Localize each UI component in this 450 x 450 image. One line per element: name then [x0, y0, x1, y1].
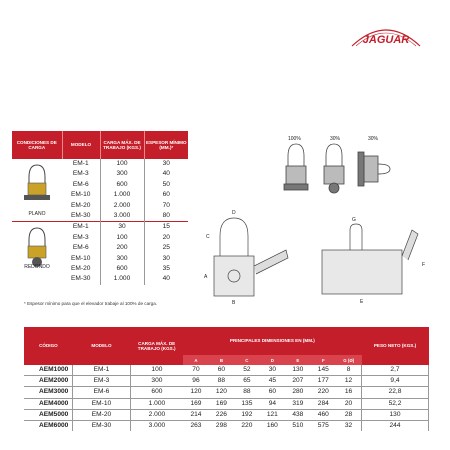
model-cell: EM-30 — [71, 212, 91, 220]
dimension-cell: 45 — [260, 376, 285, 387]
model-cell: EM-30 — [73, 421, 130, 432]
code-cell: AEM1000 — [39, 366, 69, 373]
weight-cell: 9,4 — [362, 376, 429, 387]
dimension-cell: 120 — [183, 387, 208, 398]
dimension-cell: 220 — [234, 421, 259, 432]
dimension-cell: 70 — [192, 366, 200, 373]
scenario-100-percent — [284, 144, 308, 190]
weight-cell: 130 — [362, 409, 429, 420]
load-cell: 300 — [100, 254, 144, 264]
dimension-cell: 280 — [285, 387, 310, 398]
models-dimensions-table — [24, 327, 429, 431]
thickness-cell: 60 — [162, 191, 170, 199]
code-cell: AEM3000 — [24, 387, 73, 398]
thickness-cell: 25 — [162, 244, 170, 252]
thickness-cell: 50 — [162, 180, 170, 188]
table-row — [24, 421, 429, 432]
model-cell: EM-10 — [71, 254, 91, 262]
model-cell: EM-3 — [72, 233, 89, 241]
load-cell: 1.000 — [100, 190, 144, 200]
header-dimensiones: PRINCIPALES DIMENSIONES EN (MM.) — [183, 327, 361, 355]
pct-label-1: 100% — [288, 136, 301, 142]
load-cell: 200 — [100, 243, 144, 253]
dimension-cell: 96 — [183, 376, 208, 387]
table-row — [24, 387, 429, 398]
load-condition-label: PLANO — [28, 211, 46, 217]
header-carga: CARGA MÁX. DE TRABAJO (KGS.) — [100, 131, 144, 159]
table-row — [12, 222, 188, 233]
dimension-cell: 120 — [209, 387, 234, 398]
load-cell: 600 — [100, 264, 144, 274]
front-view — [214, 218, 288, 296]
thickness-cell: 20 — [162, 233, 170, 241]
load-cell: 100 — [100, 159, 144, 169]
table-row — [12, 159, 188, 169]
dim-header-2: C — [234, 355, 259, 365]
dim-header-1: B — [209, 355, 234, 365]
header-peso: PESO NETO (KGS.) — [362, 327, 429, 365]
dim-label-a: A — [204, 274, 208, 280]
dimension-cell: 207 — [285, 376, 310, 387]
flat-load-icon — [12, 159, 62, 207]
load-condition-cell — [12, 159, 62, 222]
load-conditions-table — [12, 131, 188, 285]
dimension-cell: 30 — [268, 366, 277, 373]
dimension-cell: 177 — [311, 376, 336, 387]
load-cell: 600 — [100, 180, 144, 190]
dimension-cell: 16 — [336, 387, 362, 398]
dimension-cell: 32 — [336, 421, 362, 432]
thickness-cell: 70 — [162, 201, 170, 209]
load-cell: 1.000 — [100, 274, 144, 284]
header-condiciones: CONDICIONES DE CARGA — [12, 131, 62, 159]
header-codigo: CÓDIGO — [24, 327, 73, 365]
dimension-cell: 169 — [183, 398, 208, 409]
dim-label-c: C — [206, 234, 210, 240]
load-condition-cell — [12, 222, 62, 285]
model-cell: EM-1 — [62, 222, 100, 233]
code-cell: AEM6000 — [24, 421, 73, 432]
dim-label-g: G — [352, 217, 356, 223]
header-modelo: MODELO — [62, 131, 100, 159]
load-cell: 2.000 — [100, 201, 144, 211]
dimension-cell: 319 — [285, 398, 310, 409]
weight-cell: 22,8 — [362, 387, 429, 398]
scenario-30-percent-round — [324, 144, 344, 193]
thickness-cell: 15 — [144, 222, 188, 233]
header-carga: CARGA MÁX. DE TRABAJO (KGS.) — [130, 327, 183, 365]
code-cell: AEM5000 — [24, 409, 73, 420]
dimension-cell: 214 — [183, 409, 208, 420]
dim-header-0: A — [183, 355, 208, 365]
footnote: * Espesor mínimo para que el elevador trabaje al 100% de carga. — [24, 301, 158, 306]
model-cell: EM-30 — [71, 275, 91, 283]
dimension-cell: 88 — [234, 387, 259, 398]
thickness-cell: 40 — [162, 170, 170, 178]
header-modelo: MODELO — [73, 327, 130, 365]
code-cell: AEM2000 — [24, 376, 73, 387]
dimension-cell: 510 — [285, 421, 310, 432]
thickness-cell: 40 — [162, 275, 170, 283]
model-cell: EM-3 — [73, 376, 130, 387]
table-row — [24, 398, 429, 409]
model-cell: EM-1 — [73, 365, 130, 376]
dim-label-b: B — [232, 300, 236, 306]
dimension-cell: 60 — [260, 387, 285, 398]
model-cell: EM-20 — [71, 201, 91, 209]
dimension-cell: 65 — [234, 376, 259, 387]
model-cell: EM-10 — [73, 398, 130, 409]
dim-label-e: E — [360, 299, 364, 305]
lifter-dimension-diagrams — [200, 126, 430, 306]
dim-header-4: E — [285, 355, 310, 365]
model-cell: EM-6 — [72, 244, 89, 252]
thickness-cell: 30 — [162, 254, 170, 262]
load-cell: 30 — [100, 222, 144, 233]
pct-label-2: 30% — [330, 136, 341, 142]
dimension-cell: 20 — [336, 398, 362, 409]
dimension-cell: 192 — [234, 409, 259, 420]
dimension-cell: 263 — [183, 421, 208, 432]
dim-label-d: D — [232, 210, 236, 216]
load-cell: 600 — [130, 387, 183, 398]
load-cell: 1.000 — [130, 398, 183, 409]
dimension-cell: 135 — [234, 398, 259, 409]
weight-cell: 2,7 — [362, 365, 429, 376]
logo-text: JAGUAR — [362, 34, 410, 46]
dimension-cell: 52 — [243, 366, 251, 373]
dim-header-3: D — [260, 355, 285, 365]
model-cell: EM-20 — [73, 409, 130, 420]
dimension-cell: 226 — [209, 409, 234, 420]
model-cell: EM-1 — [72, 160, 89, 167]
table-row — [24, 376, 429, 387]
thickness-cell: 80 — [162, 212, 170, 220]
load-cell: 100 — [151, 366, 163, 373]
dimension-cell: 60 — [217, 366, 226, 373]
load-condition-label: REDONDO — [24, 264, 50, 271]
dimension-cell: 28 — [336, 409, 362, 420]
model-cell: EM-6 — [72, 180, 89, 188]
weight-cell: 52,2 — [362, 398, 429, 409]
dimension-cell: 145 — [317, 366, 329, 373]
model-cell: EM-6 — [73, 387, 130, 398]
load-cell: 300 — [100, 169, 144, 179]
jaguar-logo — [346, 16, 426, 56]
scenario-30-percent-side — [358, 152, 390, 186]
dim-label-f: F — [422, 262, 426, 268]
load-cell: 3.000 — [100, 211, 144, 222]
dimension-cell: 438 — [285, 409, 310, 420]
dimension-cell: 130 — [292, 366, 304, 373]
dimension-cell: 284 — [311, 398, 336, 409]
load-cell: 100 — [100, 233, 144, 243]
dimension-cell: 160 — [260, 421, 285, 432]
dimension-cell: 575 — [311, 421, 336, 432]
header-espesor: ESPESOR MÍNIMO (MM.)* — [144, 131, 188, 159]
dimension-cell: 12 — [336, 376, 362, 387]
model-cell: EM-3 — [72, 170, 89, 178]
dimension-cell: 169 — [209, 398, 234, 409]
load-cell: 300 — [130, 376, 183, 387]
load-cell: 2.000 — [130, 409, 183, 420]
model-cell: EM-20 — [71, 265, 91, 273]
side-view — [322, 224, 418, 294]
dimension-cell: 460 — [311, 409, 336, 420]
dimension-cell: 220 — [311, 387, 336, 398]
code-cell: AEM4000 — [24, 398, 73, 409]
dimension-cell: 8 — [346, 366, 351, 373]
dimension-cell: 94 — [260, 398, 285, 409]
pct-label-3: 30% — [368, 136, 379, 142]
dimension-cell: 298 — [209, 421, 234, 432]
table-row — [24, 365, 429, 376]
model-cell: EM-10 — [71, 191, 91, 199]
weight-cell: 244 — [362, 421, 429, 432]
table-row — [24, 409, 429, 420]
thickness-cell: 30 — [162, 160, 170, 167]
thickness-cell: 35 — [162, 265, 170, 273]
load-cell: 3.000 — [130, 421, 183, 432]
dimension-cell: 121 — [260, 409, 285, 420]
dim-header-6: G (Ø) — [336, 355, 362, 365]
dim-header-5: F — [311, 355, 336, 365]
dimension-cell: 88 — [209, 376, 234, 387]
